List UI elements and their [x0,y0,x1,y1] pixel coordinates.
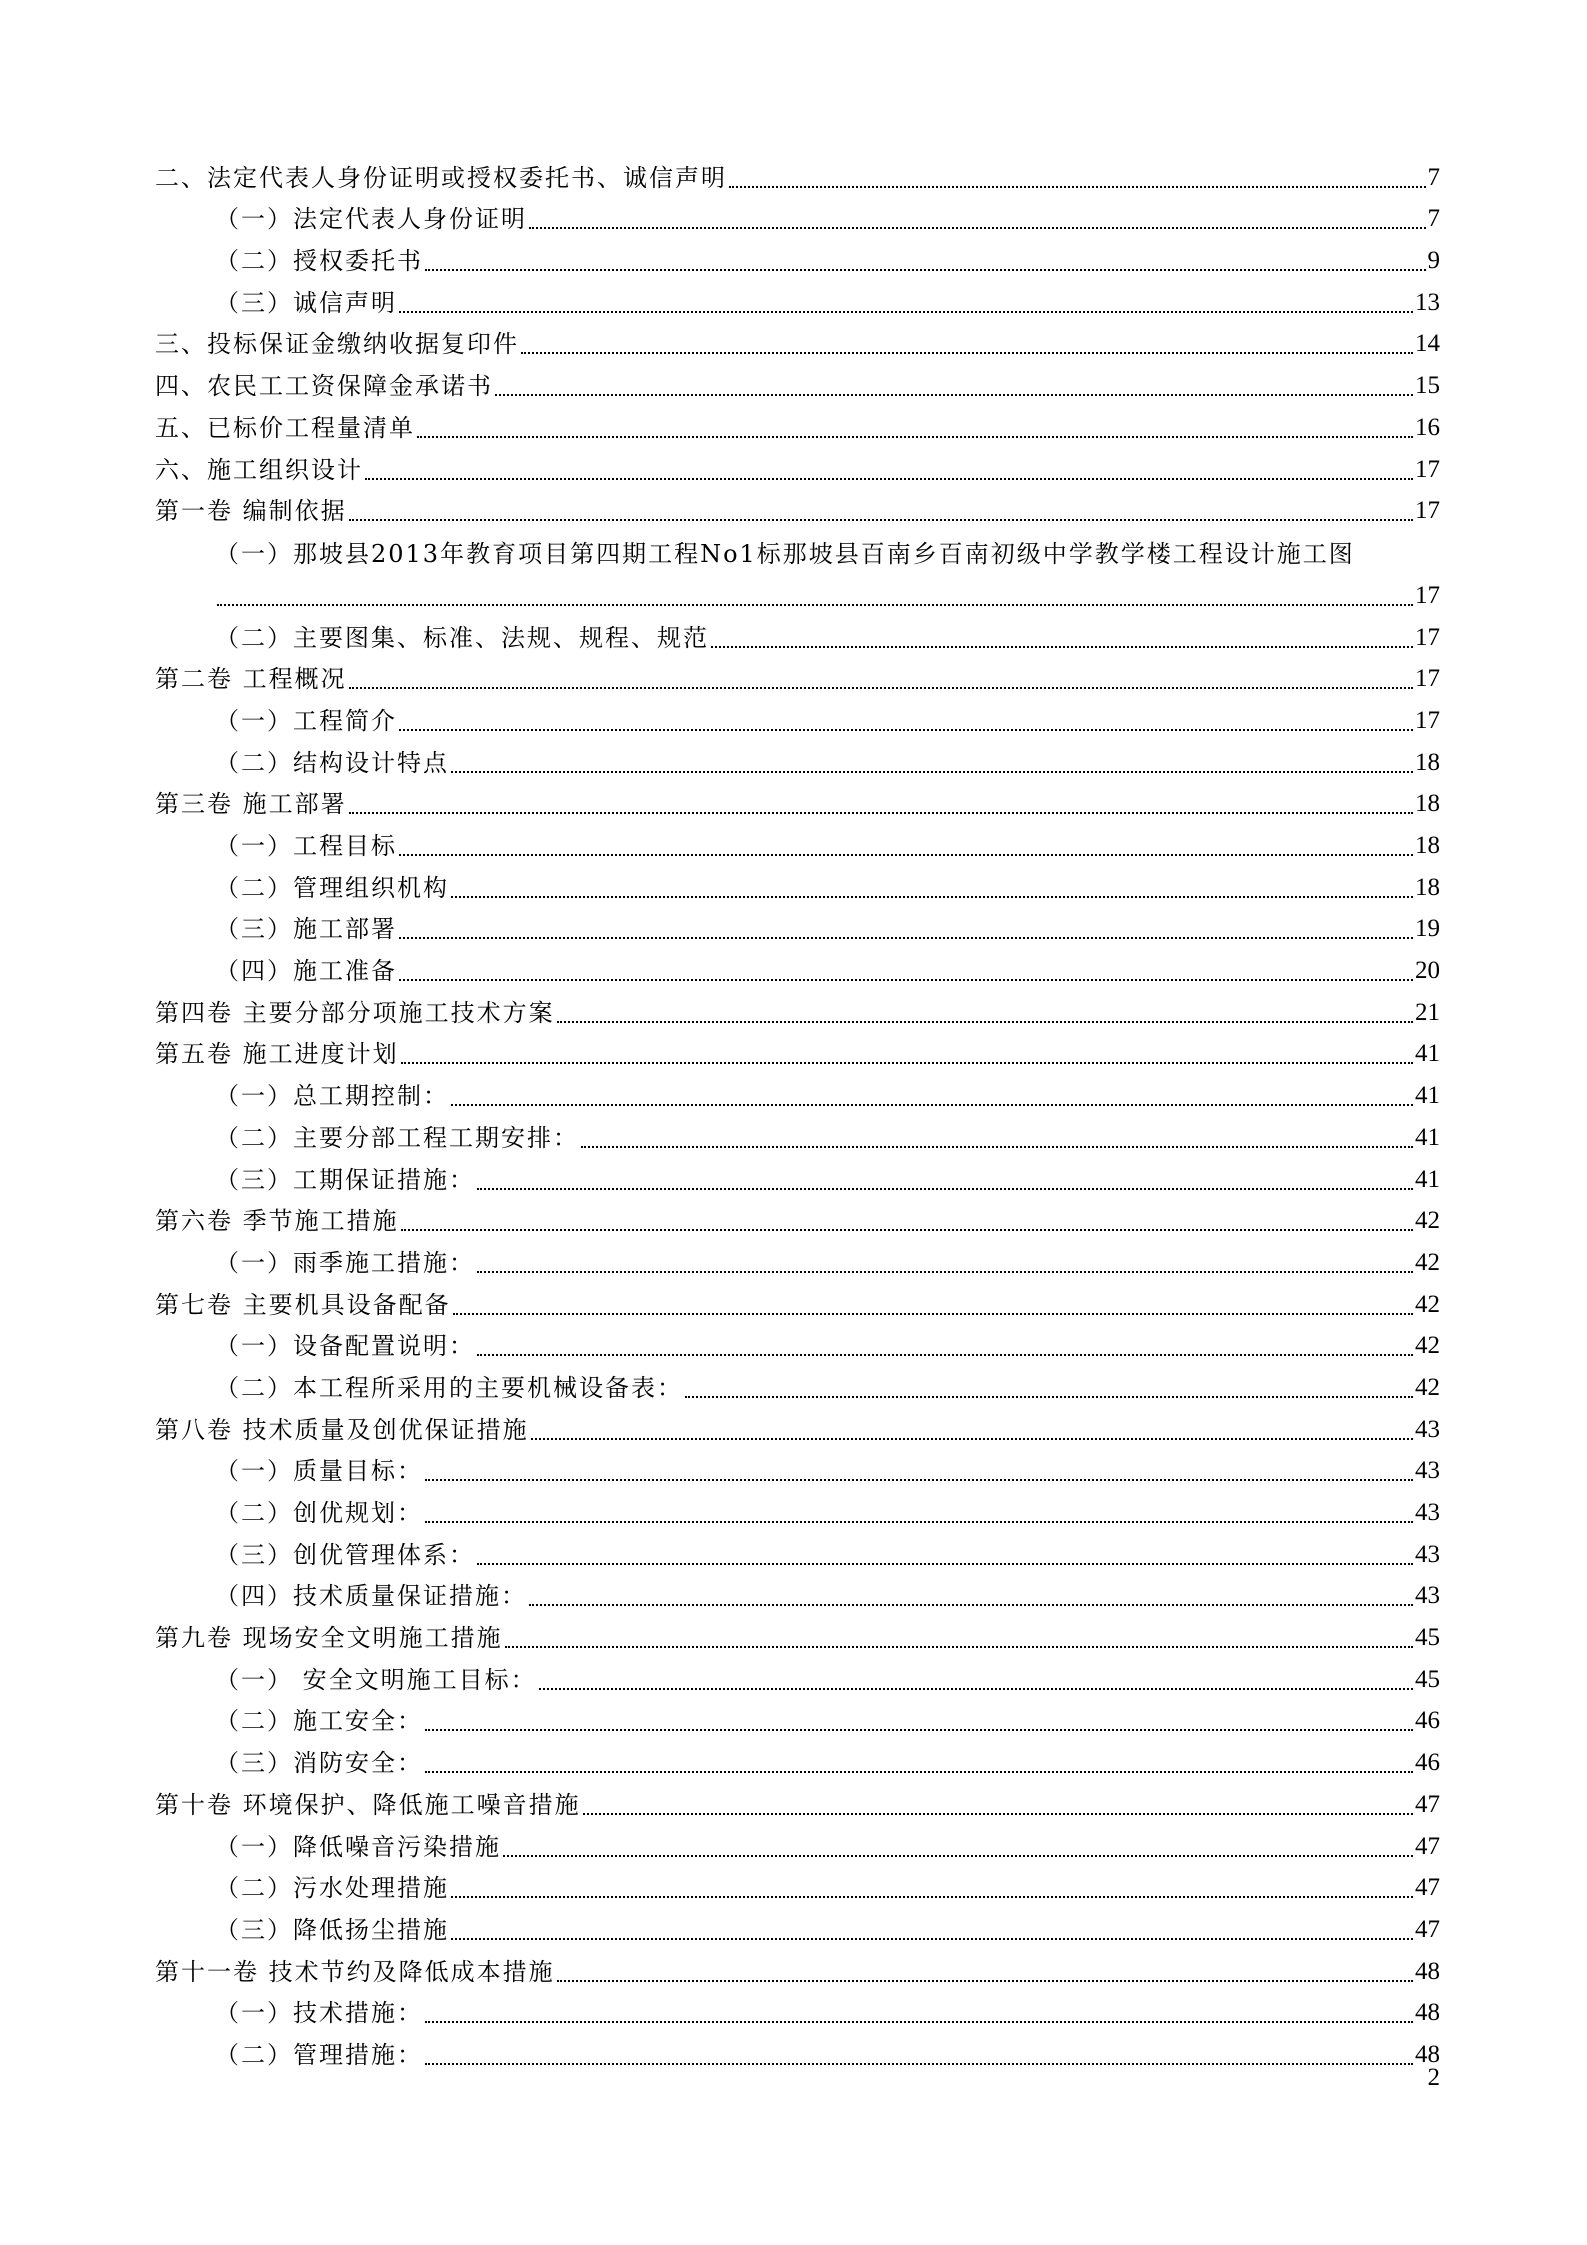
toc-entry[interactable] [155,613,1440,655]
table-of-contents [155,153,1440,2072]
toc-entry-page: 45 [1415,1665,1440,1693]
toc-entry-title: （二）主要分部工程工期安排： [215,1123,579,1152]
toc-entry-page: 43 [1415,1582,1440,1610]
dot-leader [453,1313,1413,1315]
toc-entry-title: 三、投标保证金缴纳收据复印件 [155,330,519,359]
toc-entry-page: 43 [1415,1457,1440,1485]
toc-entry-title: 六、施工组织设计 [155,455,363,484]
toc-entry-title: 第七卷 主要机具设备配备 [155,1290,451,1319]
toc-entry[interactable] [155,1238,1440,1280]
dot-leader [505,1646,1413,1648]
toc-entry-page: 42 [1415,1207,1440,1235]
toc-entry-page: 21 [1415,998,1440,1026]
dot-leader [399,854,1413,856]
dot-leader [685,1396,1413,1398]
toc-entry-page: 43 [1415,1540,1440,1568]
toc-entry-page: 46 [1415,1749,1440,1777]
toc-entry-title: （一）那坡县2013年教育项目第四期工程No1标那坡县百南乡百南初级中学教学楼工程设计施工图 [215,540,1355,569]
toc-entry[interactable] [155,361,1440,403]
page-number: 2 [1427,2064,1440,2091]
dot-leader [729,186,1426,188]
toc-entry-page: 48 [1415,1957,1440,1985]
toc-entry-page: 18 [1415,748,1440,776]
toc-entry[interactable] [155,738,1440,780]
toc-entry[interactable] [155,1905,1440,1947]
toc-entry[interactable] [155,2030,1440,2072]
toc-entry[interactable] [155,320,1440,362]
dot-leader [711,646,1413,648]
dot-leader [425,1521,1413,1523]
toc-entry[interactable] [155,153,1440,195]
toc-entry-title: （三）消防安全： [215,1749,423,1778]
dot-leader [477,1188,1413,1190]
toc-entry-title: （二）污水处理措施 [215,1874,449,1903]
toc-entry-title: 第八卷 技术质量及创优保证措施 [155,1415,529,1444]
toc-entry-title: 第二卷 工程概况 [155,665,347,694]
toc-entry[interactable] [155,1405,1440,1447]
toc-entry-page: 42 [1415,1248,1440,1276]
dot-leader [451,1896,1413,1898]
dot-leader [425,1479,1413,1481]
toc-entry[interactable] [155,1530,1440,1572]
toc-entry-page: 42 [1415,1373,1440,1401]
toc-entry[interactable] [155,1697,1440,1739]
toc-entry-page: 19 [1415,915,1440,943]
toc-entry-title: （二）施工安全： [215,1707,423,1736]
toc-entry-page: 43 [1415,1415,1440,1443]
toc-entry-page: 42 [1415,1290,1440,1318]
toc-entry-title: 二、法定代表人身份证明或授权委托书、诚信声明 [155,163,727,192]
toc-entry[interactable] [155,1030,1440,1072]
toc-entry-page: 46 [1415,1707,1440,1735]
toc-entry-title: （一）降低噪音污染措施 [215,1832,501,1861]
dot-leader [401,1062,1413,1064]
toc-entry-title: （四）施工准备 [215,957,397,986]
toc-entry[interactable] [155,1197,1440,1239]
toc-entry-title: 第三卷 施工部署 [155,790,347,819]
toc-entry[interactable] [155,1572,1440,1614]
toc-entry-page: 47 [1415,1832,1440,1860]
toc-entry[interactable] [155,863,1440,905]
toc-entry[interactable] [155,1488,1440,1530]
dot-leader [349,812,1413,814]
toc-entry[interactable] [155,1322,1440,1364]
toc-entry-title: （四）技术质量保证措施： [215,1582,527,1611]
toc-entry-title: （二）主要图集、标准、法规、规程、规范 [215,623,709,652]
dot-leader [349,687,1413,689]
toc-entry-title: （一）技术措施： [215,1999,423,2028]
toc-entry-page: 48 [1415,2040,1440,2068]
dot-leader [477,1271,1413,1273]
toc-entry[interactable] [155,528,1440,571]
dot-leader [521,352,1413,354]
toc-entry[interactable] [155,1947,1440,1989]
toc-entry-title: （一）设备配置说明： [215,1332,475,1361]
toc-entry-title: 第九卷 现场安全文明施工措施 [155,1624,503,1653]
dot-leader [557,1021,1413,1023]
dot-leader [477,1354,1413,1356]
toc-entry-page: 43 [1415,1499,1440,1526]
toc-entry-page: 15 [1415,372,1440,400]
toc-entry-title: （二）结构设计特点 [215,748,449,777]
toc-entry[interactable] [155,696,1440,738]
toc-entry-continuation[interactable] [155,571,1440,613]
toc-entry-page: 45 [1415,1624,1440,1652]
toc-entry[interactable] [155,1989,1440,2031]
toc-entry-page: 41 [1415,1165,1440,1193]
toc-entry-page: 42 [1415,1332,1440,1360]
toc-entry-title: 四、农民工工资保障金承诺书 [155,372,493,401]
dot-leader [529,1604,1413,1606]
dot-leader [365,478,1413,480]
toc-entry[interactable] [155,1071,1440,1113]
toc-entry-page: 7 [1427,163,1440,191]
toc-entry-title: （一）法定代表人身份证明 [215,205,527,234]
toc-entry-page: 16 [1415,413,1440,441]
toc-entry[interactable] [155,1113,1440,1155]
toc-entry-title: （一）工程简介 [215,706,397,735]
toc-entry-title: （三）降低扬尘措施 [215,1915,449,1944]
toc-entry[interactable] [155,905,1440,947]
toc-entry-page: 18 [1415,873,1440,901]
dot-leader [425,269,1426,271]
toc-entry-page: 47 [1415,1915,1440,1943]
toc-entry[interactable] [155,821,1440,863]
toc-entry-page: 20 [1415,957,1440,985]
toc-entry[interactable] [155,1655,1440,1697]
toc-entry-page: 47 [1415,1874,1440,1902]
toc-entry-page: 9 [1427,247,1440,275]
toc-entry-title: 第十卷 环境保护、降低施工噪音措施 [155,1790,581,1819]
dot-leader [477,1563,1413,1565]
toc-entry-page: 48 [1415,1999,1440,2027]
toc-entry[interactable] [155,946,1440,988]
toc-entry-title: （二）管理组织机构 [215,873,449,902]
dot-leader [425,1729,1413,1731]
dot-leader [425,2063,1413,2065]
toc-entry[interactable] [155,1780,1440,1822]
dot-leader [581,1146,1413,1148]
toc-entry-page: 17 [1415,706,1440,734]
toc-entry-title: （三）创优管理体系： [215,1540,475,1569]
dot-leader [539,1688,1413,1690]
dot-leader [557,1980,1413,1982]
dot-leader [495,394,1413,396]
toc-entry[interactable] [155,1155,1440,1197]
dot-leader [399,311,1413,313]
dot-leader [503,1855,1413,1857]
toc-entry-title: （二）本工程所采用的主要机械设备表： [215,1373,683,1402]
dot-leader [399,937,1413,939]
toc-entry-page: 47 [1415,1790,1440,1818]
dot-leader [529,227,1426,229]
toc-entry-title: （二）授权委托书 [215,247,423,276]
toc-entry[interactable] [155,445,1440,487]
toc-entry[interactable] [155,1447,1440,1489]
toc-entry[interactable] [155,655,1440,697]
toc-entry-title: （三）诚信声明 [215,288,397,317]
toc-entry-title: （一）质量目标： [215,1457,423,1486]
toc-entry-page: 13 [1415,288,1440,316]
toc-entry[interactable] [155,403,1440,445]
dot-leader [451,896,1413,898]
toc-entry[interactable] [155,1363,1440,1405]
toc-entry[interactable] [155,195,1440,237]
toc-entry-page: 7 [1427,205,1440,233]
toc-entry[interactable] [155,780,1440,822]
toc-entry-page: 17 [1415,623,1440,651]
dot-leader [349,519,1413,521]
toc-entry-page: 18 [1415,790,1440,818]
toc-entry-title: （一）工程目标 [215,832,397,860]
toc-entry-page: 14 [1415,330,1440,358]
toc-entry[interactable] [155,1738,1440,1780]
dot-leader [401,1229,1413,1231]
toc-entry-page: 18 [1415,832,1440,859]
dot-leader [399,979,1413,981]
toc-entry-page: 17 [1415,665,1440,693]
dot-leader [425,1771,1413,1773]
toc-entry-title: 第十一卷 技术节约及降低成本措施 [155,1957,555,1986]
toc-entry-title: 第一卷 编制依据 [155,497,347,526]
toc-entry-title: 第六卷 季节施工措施 [155,1207,399,1236]
dot-leader [425,2021,1413,2023]
toc-entry[interactable] [155,236,1440,278]
toc-entry[interactable] [155,1822,1440,1864]
dot-leader [531,1438,1413,1440]
toc-entry[interactable] [155,487,1440,529]
toc-entry[interactable] [155,1280,1440,1322]
toc-entry-title: （一）雨季施工措施： [215,1248,475,1277]
toc-entry-page: 17 [1415,455,1440,483]
toc-entry-page: 41 [1415,1123,1440,1151]
dot-leader [451,1938,1413,1940]
toc-entry-page: 17 [1415,581,1440,609]
toc-entry-title: （一）总工期控制： [215,1082,449,1111]
toc-entry[interactable] [155,278,1440,320]
toc-entry-title: （一） 安全文明施工目标： [215,1665,537,1694]
dot-leader [451,771,1413,773]
toc-entry[interactable] [155,988,1440,1030]
dot-leader [417,436,1413,438]
dot-leader [399,729,1413,731]
toc-entry-page: 41 [1415,1082,1440,1110]
toc-entry-title: （二）创优规划： [215,1499,423,1527]
toc-entry-title: 第五卷 施工进度计划 [155,1040,399,1069]
toc-entry-title: （三）施工部署 [215,915,397,944]
toc-entry[interactable] [155,1613,1440,1655]
dot-leader [583,1813,1413,1815]
toc-entry-title: 第四卷 主要分部分项施工技术方案 [155,998,555,1027]
toc-entry-title: （二）管理措施： [215,2040,423,2069]
toc-entry-title: （三）工期保证措施： [215,1165,475,1194]
toc-entry-title: 五、已标价工程量清单 [155,413,415,442]
toc-entry-page: 17 [1415,497,1440,525]
dot-leader [451,1104,1413,1106]
toc-entry-page: 41 [1415,1040,1440,1068]
toc-entry[interactable] [155,1864,1440,1906]
dot-leader [217,604,1413,606]
